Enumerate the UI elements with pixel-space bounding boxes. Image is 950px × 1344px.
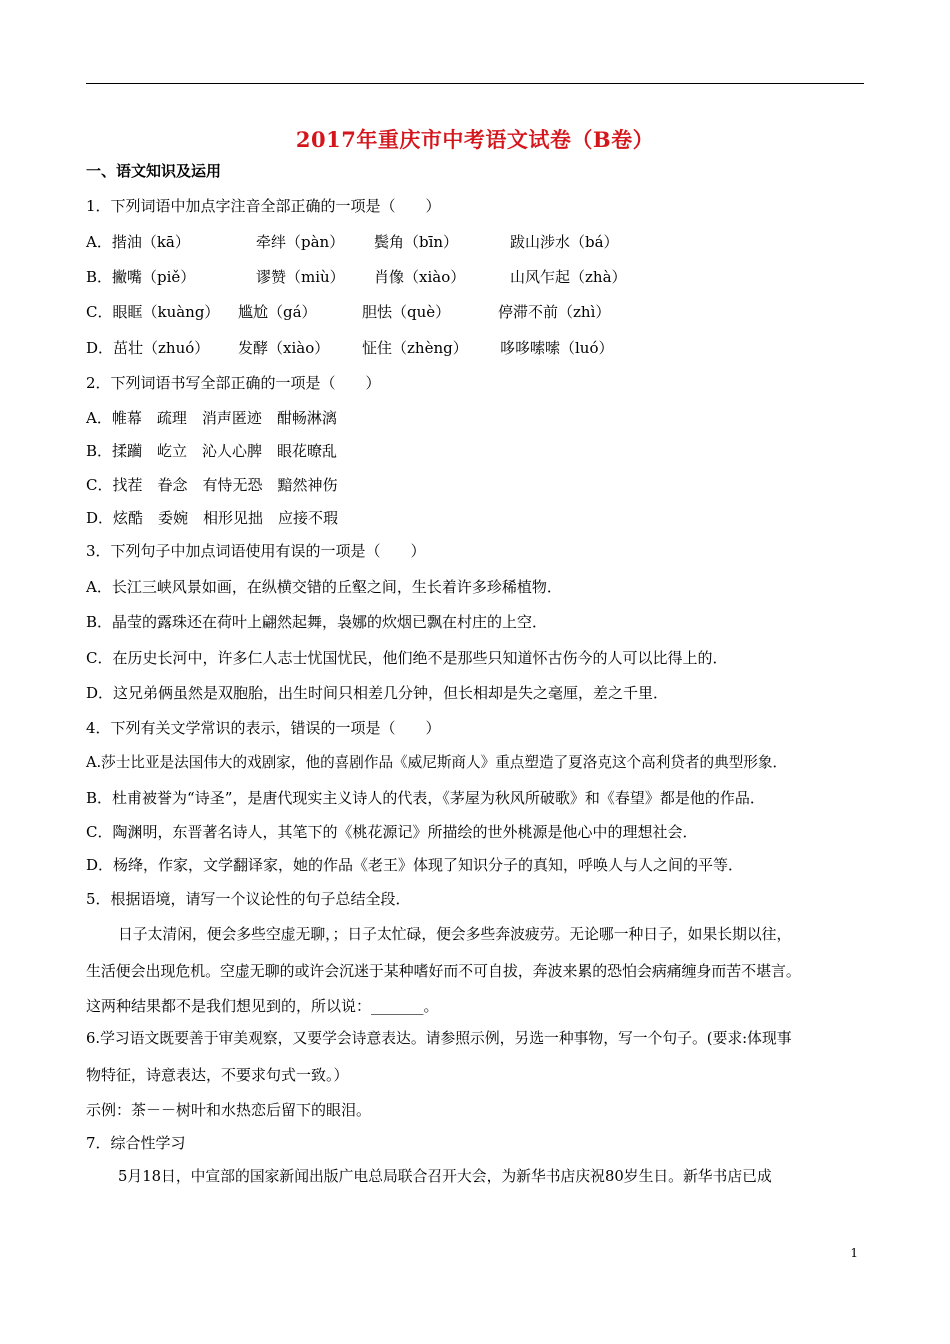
- question-2-option-d: D．炫酷 委婉 相形见拙 应接不瑕: [86, 509, 339, 527]
- q1b-item: 山风乍起（zhà）: [510, 268, 627, 286]
- question-5-period: 。: [423, 997, 439, 1015]
- question-1-option-b: [86, 267, 627, 287]
- q1d-item: 发酵（xiào）: [238, 339, 330, 357]
- q1a-item: 跋山涉水（bá）: [510, 233, 619, 251]
- q1b-item: 谬赞（miù）: [256, 268, 345, 286]
- q1d-item: D．茁壮（zhuó）: [86, 339, 210, 357]
- q1a-item: 牵绊（pàn）: [256, 233, 345, 251]
- question-4-stem: 4．下列有关文学常识的表示，错误的一项是（ ）: [86, 719, 441, 737]
- question-4-option-a: A.莎士比亚是法国伟大的戏剧家，他的喜剧作品《威尼斯商人》重点塑造了夏洛克这个高利贷者的典型形象．: [86, 754, 788, 771]
- page-title: 2017年重庆市中考语文试卷（B卷）: [295, 127, 655, 152]
- question-1-option-d: [86, 338, 614, 358]
- question-1-option-c: [86, 302, 610, 322]
- header-rule: [86, 83, 864, 84]
- question-4-option-c: C．陶渊明，东晋著名诗人，其笔下的《桃花源记》所描绘的世外桃源是他心中的理想社会．: [86, 823, 698, 841]
- q1a-item: 鬓角（bīn）: [374, 233, 459, 251]
- q1d-item: 哆哆嗦嗦（luó）: [500, 339, 614, 357]
- question-5-text: 这两种结果都不是我们想见到的，所以说：: [86, 997, 372, 1015]
- question-4-option-d: D．杨绛，作家，文学翻译家，她的作品《老王》体现了知识分子的真知，呼唤人与人之间的平等．: [86, 856, 744, 874]
- question-6-stem: 6.学习语文既要善于审美观察，又要学会诗意表达。请参照示例，另选一种事物，写一个句子。(要求:体现事: [86, 1030, 792, 1047]
- q1a-item: A．揩油（kā）: [86, 233, 190, 251]
- section-heading: 一、语文知识及运用: [86, 162, 222, 180]
- question-3-stem: 3．下列句子中加点词语使用有误的一项是（ ）: [86, 542, 426, 560]
- question-2-option-c: C．找茬 眷念 有恃无恐 黯然神伤: [86, 476, 338, 494]
- question-6-example: 示例：茶－－树叶和水热恋后留下的眼泪。: [86, 1101, 372, 1119]
- q1c-item: 尴尬（gá）: [238, 303, 317, 321]
- q1c-item: 胆怯（què）: [362, 303, 451, 321]
- q1d-item: 怔住（zhèng）: [362, 339, 468, 357]
- q1b-item: 肖像（xiào）: [374, 268, 466, 286]
- question-1-stem: 1．下列词语中加点字注音全部正确的一项是（ ）: [86, 197, 441, 215]
- question-2-option-b: B．揉躏 屹立 沁人心脾 眼花暸乱: [86, 442, 338, 460]
- question-5-paragraph: 生活便会出现危机。空虚无聊的或许会沉迷于某种嗜好而不可自拔，奔波来累的恐怕会病痛缠身而苦不堪言。: [86, 962, 801, 980]
- question-7-stem: 7．综合性学习: [86, 1134, 186, 1152]
- answer-blank[interactable]: _______: [371, 997, 424, 1015]
- question-6-stem-cont: 物特征，诗意表达，不要求句式一致。）: [86, 1066, 349, 1084]
- question-2-option-a: A．帷幕 疏理 消声匿迹 酣畅淋漓: [86, 409, 337, 427]
- q1c-item: 停滞不前（zhì）: [498, 303, 611, 321]
- q1c-item: C．眼眶（kuàng）: [86, 303, 220, 321]
- question-5-paragraph: 日子太清闲，便会多些空虚无聊，；日子太忙碌，便会多些奔波疲劳。无论哪一种日子，如果长期以往，: [118, 926, 792, 943]
- page-number: 1: [850, 1246, 858, 1260]
- question-1-option-a: [86, 232, 619, 252]
- question-3-option-a: A．长江三峡风景如画，在纵横交错的丘壑之间，生长着许多珍稀植物．: [86, 578, 562, 596]
- question-3-option-c: C．在历史长河中，许多仁人志士忧国忧民，他们绝不是那些只知道怀古伤今的人可以比得上的．: [86, 649, 728, 667]
- question-5-stem: 5．根据语境，请写一个议论性的句子总结全段．: [86, 890, 411, 908]
- question-3-option-d: D．这兄弟俩虽然是双胞胎，出生时间只相差几分钟，但长相却是失之毫厘，差之千里．: [86, 684, 669, 702]
- question-2-stem: 2．下列词语书写全部正确的一项是（ ）: [86, 374, 381, 392]
- question-7-paragraph: 5月18日，中宣部的国家新闻出版广电总局联合召开大会，为新华书店庆祝80岁生日。新华书店已成: [118, 1168, 772, 1185]
- question-4-option-b: B．杜甫被誉为“诗圣”，是唐代现实主义诗人的代表，《茅屋为秋风所破歌》和《春望》都是他的作品．: [86, 789, 765, 807]
- question-5-paragraph-end: [86, 996, 439, 1016]
- question-3-option-b: B．晶莹的露珠还在荷叶上翩然起舞，袅娜的炊烟已飘在村庄的上空．: [86, 613, 548, 631]
- q1b-item: B．撇嘴（piě）: [86, 268, 196, 286]
